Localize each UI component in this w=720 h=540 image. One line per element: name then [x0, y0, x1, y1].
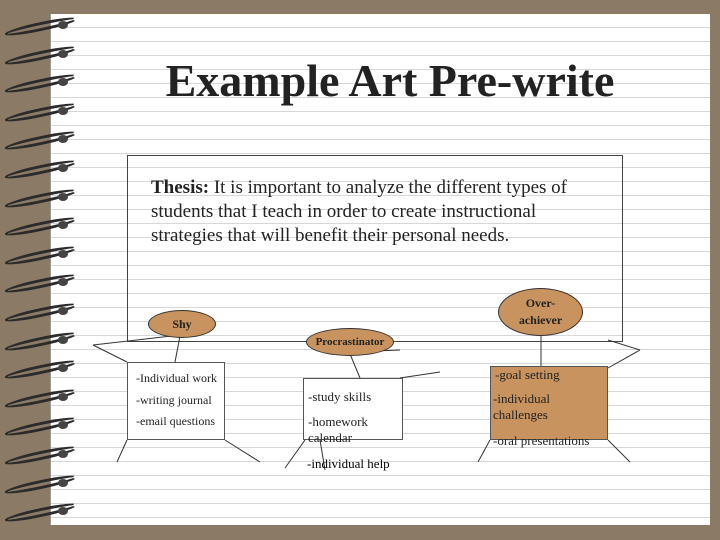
leaf-box-shy: [127, 362, 225, 440]
ring-hole: [58, 421, 68, 429]
node-procrastinator: [306, 328, 394, 356]
ring-hole: [58, 193, 68, 201]
ring-hole: [58, 479, 68, 487]
node-procrastinator-label: Procrastinator: [315, 336, 385, 348]
ring-hole: [58, 250, 68, 258]
node-shy: [148, 310, 216, 338]
connector-line: [608, 350, 640, 368]
thesis-body: It is important to analyze the different types of students that I teach in order to create instructional strategies that will benefit their personal needs.: [151, 177, 567, 246]
connector-line: [93, 345, 127, 362]
leaf-item: -study skills: [308, 389, 372, 404]
connector-line: [350, 354, 360, 378]
node-overachiever-label: Over-achiever: [518, 296, 563, 327]
node-overachiever: [498, 288, 583, 336]
connector-line: [478, 440, 490, 462]
leaf-item: -writing journal: [136, 393, 212, 407]
ring-hole: [58, 78, 68, 86]
ring-hole: [58, 278, 68, 286]
ring-hole: [58, 164, 68, 172]
ring-hole: [58, 50, 68, 58]
ring-hole: [58, 450, 68, 458]
leaf-box-procrastinator: [303, 378, 403, 445]
connector-line: [608, 340, 640, 350]
ring-hole: [58, 135, 68, 143]
leaf-box-overachiever: [490, 366, 608, 448]
leaf-item: -goal setting: [495, 367, 560, 382]
connector-line: [400, 372, 440, 378]
leaf-item: -homework calendar: [308, 414, 368, 445]
connector-line: [175, 336, 180, 362]
leaf-item: -oral presentations: [493, 433, 590, 448]
ring-hole: [58, 364, 68, 372]
leaf-item: -Individual work: [136, 371, 217, 385]
ring-hole: [58, 336, 68, 344]
ring-hole: [58, 307, 68, 315]
connector-line: [117, 440, 127, 462]
ring-hole: [58, 507, 68, 515]
thesis-label: Thesis:: [151, 177, 210, 198]
ring-hole: [58, 393, 68, 401]
page-title: Example Art Pre-write: [165, 55, 615, 106]
leaf-item: -email questions: [136, 414, 215, 428]
connector-line: [285, 440, 305, 468]
connector-line: [608, 440, 630, 462]
ring-hole: [58, 221, 68, 229]
connector-line: [225, 440, 260, 462]
ring-hole: [58, 107, 68, 115]
ring-hole: [58, 21, 68, 29]
spiral-binding: [0, 0, 80, 540]
node-shy-label: Shy: [172, 316, 192, 331]
leaf-item: -individual challenges: [493, 391, 551, 422]
leaf-item: -individual help: [307, 456, 390, 471]
